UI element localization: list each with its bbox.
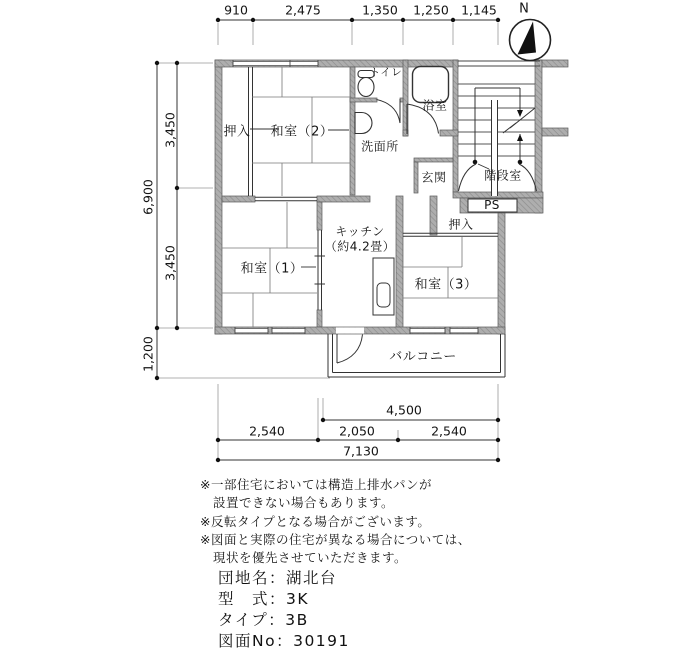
north-label: N <box>519 1 529 17</box>
dim-top-1: 910 <box>224 2 248 18</box>
room-label-washitsu1: 和室（1） <box>240 261 304 277</box>
room-label-washitsu3: 和室（3） <box>414 277 478 293</box>
dim-bottom-total: 7,130 <box>343 443 379 459</box>
dim-bottom-left: 2,540 <box>249 423 285 439</box>
info-line-danchi: 団地名：湖北台 <box>218 569 338 587</box>
dim-top-2: 2,475 <box>285 2 321 18</box>
note-line-5: 現状を優先させていただきます。 <box>200 550 408 565</box>
info-line-number: 図面No：30191 <box>218 632 350 650</box>
note-line-1: ※一部住宅においては構造上排水パンが <box>200 477 432 492</box>
room-label-washitsu2: 和室（2） <box>270 124 334 140</box>
room-label-ps: PS <box>484 198 500 212</box>
note-line-2: 設置できない場合もあります。 <box>200 495 395 510</box>
note-line-3: ※反転タイプとなる場合がございます。 <box>200 514 431 529</box>
kitchen-sink-icon <box>373 258 394 315</box>
stair-top-wall <box>458 61 540 66</box>
dim-left-total: 6,900 <box>140 179 156 215</box>
info-line-plan: タイプ：3B <box>218 611 309 629</box>
room-label-closet-left: 押入 <box>223 124 251 140</box>
note-line-4: ※図面と実際の住宅が異なる場合については、 <box>200 532 471 547</box>
room-label-genkan: 玄関 <box>421 170 447 185</box>
room-label-stairwell: 階段室 <box>484 168 522 183</box>
stair-direction-arrows <box>475 88 535 162</box>
room-label-bath: 浴室 <box>422 98 448 113</box>
room-label-kitchen-size: （約4.2畳） <box>324 239 396 254</box>
dim-left-upper: 3,450 <box>162 112 178 148</box>
room-label-toilet: トイレ <box>369 66 403 79</box>
dim-left-lower: 3,450 <box>162 245 178 281</box>
dim-top-4: 1,250 <box>413 2 449 18</box>
dim-left-balcony: 1,200 <box>140 336 156 372</box>
room-label-closet-right: 押入 <box>448 217 474 232</box>
dim-bottom-right: 2,540 <box>431 423 467 439</box>
washbasin-icon <box>355 113 372 134</box>
room-label-washroom: 洗面所 <box>361 139 399 154</box>
compass-icon <box>510 20 551 61</box>
dim-top-3: 1,350 <box>362 2 398 18</box>
dim-bottom-span: 4,500 <box>386 402 422 418</box>
room-label-kitchen: キッチン <box>335 224 385 239</box>
room-label-balcony: バルコニー <box>389 349 457 365</box>
info-line-type: 型 式：3K <box>218 590 310 608</box>
dim-top-5: 1,145 <box>461 2 497 18</box>
dim-bottom-mid: 2,050 <box>339 423 375 439</box>
